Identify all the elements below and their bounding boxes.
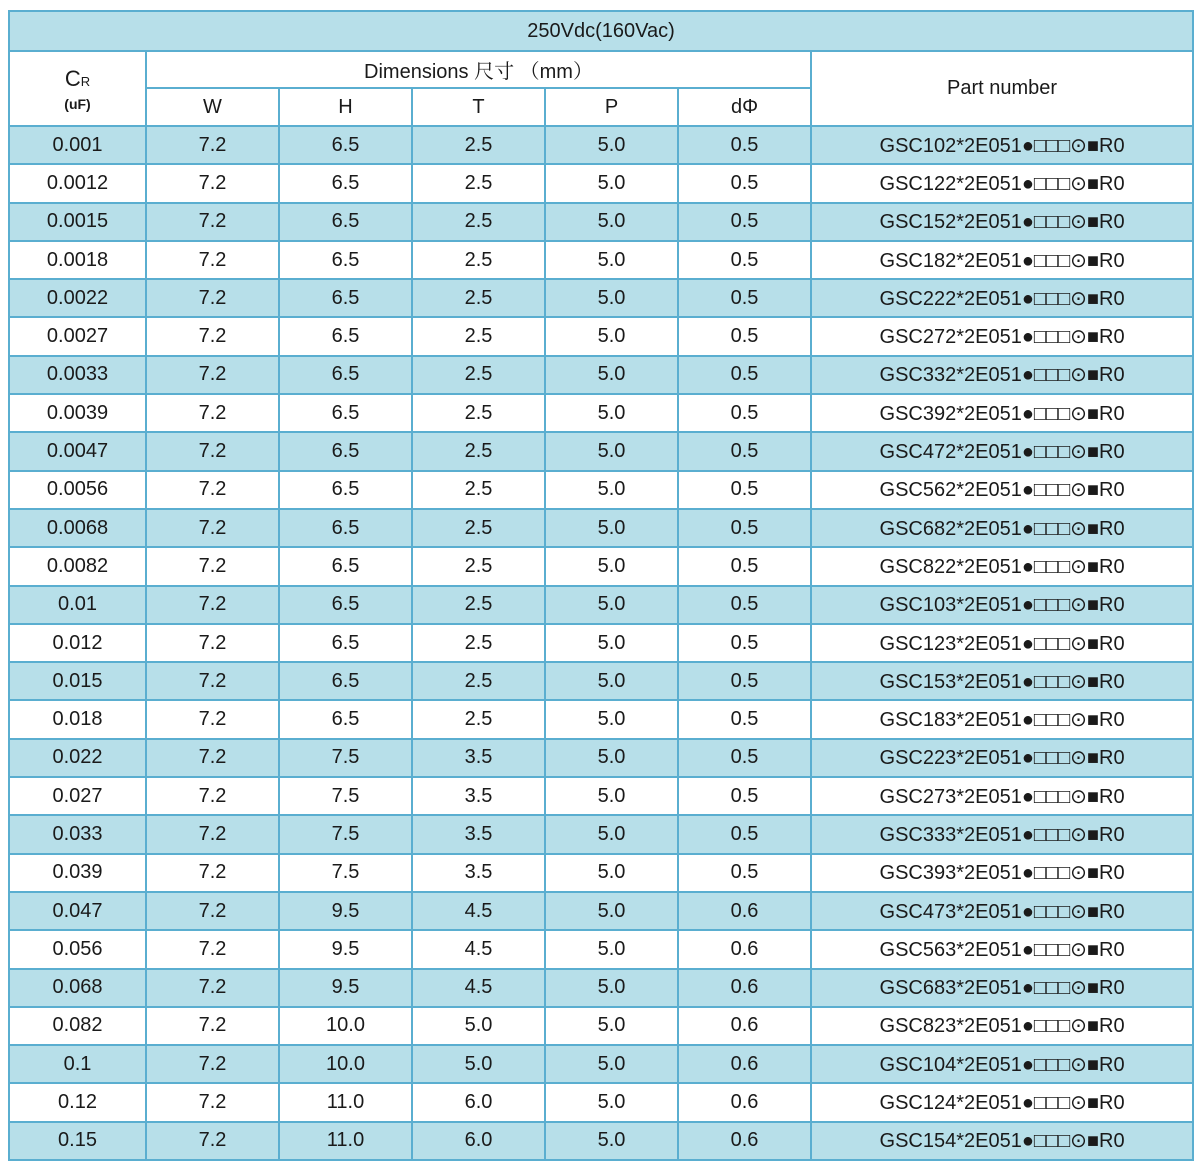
- p-cell: 5.0: [545, 241, 678, 279]
- w-cell: 7.2: [146, 547, 279, 585]
- part-number-cell: GSC102*2E051●□□□⊙■R0: [811, 126, 1193, 164]
- t-cell: 4.5: [412, 930, 545, 968]
- h-cell: 9.5: [279, 969, 412, 1007]
- cr-cell: 0.012: [9, 624, 146, 662]
- dimensions-header: Dimensions 尺寸 （mm）: [146, 51, 811, 88]
- part-number-cell: GSC103*2E051●□□□⊙■R0: [811, 586, 1193, 624]
- p-cell: 5.0: [545, 586, 678, 624]
- w-cell: 7.2: [146, 1007, 279, 1045]
- h-header: H: [279, 88, 412, 126]
- cr-cell: 0.047: [9, 892, 146, 930]
- d-cell: 0.5: [678, 317, 811, 355]
- part-number-cell: GSC122*2E051●□□□⊙■R0: [811, 164, 1193, 202]
- d-cell: 0.5: [678, 241, 811, 279]
- table-row: [9, 930, 1193, 968]
- d-cell: 0.6: [678, 969, 811, 1007]
- cr-cell: 0.015: [9, 662, 146, 700]
- w-cell: 7.2: [146, 1083, 279, 1121]
- table-row: [9, 471, 1193, 509]
- t-cell: 2.5: [412, 317, 545, 355]
- part-number-cell: GSC222*2E051●□□□⊙■R0: [811, 279, 1193, 317]
- p-cell: 5.0: [545, 509, 678, 547]
- h-cell: 6.5: [279, 126, 412, 164]
- part-number-cell: GSC273*2E051●□□□⊙■R0: [811, 777, 1193, 815]
- capacitor-spec-table: [8, 10, 1194, 1161]
- t-cell: 4.5: [412, 892, 545, 930]
- d-cell: 0.6: [678, 892, 811, 930]
- h-cell: 9.5: [279, 892, 412, 930]
- table-body: [9, 126, 1193, 1160]
- p-cell: 5.0: [545, 1045, 678, 1083]
- p-cell: 5.0: [545, 471, 678, 509]
- t-cell: 2.5: [412, 547, 545, 585]
- d-cell: 0.5: [678, 586, 811, 624]
- d-cell: 0.5: [678, 471, 811, 509]
- part-number-cell: GSC183*2E051●□□□⊙■R0: [811, 700, 1193, 738]
- cr-cell: 0.0082: [9, 547, 146, 585]
- h-cell: 6.5: [279, 586, 412, 624]
- t-cell: 3.5: [412, 815, 545, 853]
- t-cell: 2.5: [412, 126, 545, 164]
- table-row: [9, 241, 1193, 279]
- p-cell: 5.0: [545, 815, 678, 853]
- h-cell: 11.0: [279, 1122, 412, 1160]
- w-cell: 7.2: [146, 471, 279, 509]
- w-cell: 7.2: [146, 700, 279, 738]
- table-row: [9, 126, 1193, 164]
- d-cell: 0.6: [678, 1122, 811, 1160]
- d-cell: 0.5: [678, 164, 811, 202]
- part-number-cell: GSC473*2E051●□□□⊙■R0: [811, 892, 1193, 930]
- table-row: [9, 1122, 1193, 1160]
- table-row: [9, 892, 1193, 930]
- t-cell: 2.5: [412, 432, 545, 470]
- d-cell: 0.5: [678, 662, 811, 700]
- part-number-cell: GSC154*2E051●□□□⊙■R0: [811, 1122, 1193, 1160]
- part-number-cell: GSC393*2E051●□□□⊙■R0: [811, 854, 1193, 892]
- table-row: [9, 1083, 1193, 1121]
- table-row: [9, 854, 1193, 892]
- part-number-header: Part number: [811, 51, 1193, 126]
- table-row: [9, 317, 1193, 355]
- d-cell: 0.5: [678, 432, 811, 470]
- table-row: [9, 700, 1193, 738]
- table-title: 250Vdc(160Vac): [9, 11, 1193, 51]
- table-row: [9, 356, 1193, 394]
- h-cell: 6.5: [279, 547, 412, 585]
- p-cell: 5.0: [545, 1007, 678, 1045]
- table-row: [9, 394, 1193, 432]
- table-row: [9, 969, 1193, 1007]
- h-cell: 6.5: [279, 662, 412, 700]
- d-cell: 0.6: [678, 1045, 811, 1083]
- cr-cell: 0.0012: [9, 164, 146, 202]
- part-number-cell: GSC333*2E051●□□□⊙■R0: [811, 815, 1193, 853]
- part-number-cell: GSC332*2E051●□□□⊙■R0: [811, 356, 1193, 394]
- table-row: [9, 203, 1193, 241]
- cr-cell: 0.0068: [9, 509, 146, 547]
- cr-cell: 0.022: [9, 739, 146, 777]
- t-cell: 2.5: [412, 279, 545, 317]
- cr-cell: 0.0022: [9, 279, 146, 317]
- d-cell: 0.5: [678, 547, 811, 585]
- t-cell: 2.5: [412, 662, 545, 700]
- d-cell: 0.5: [678, 624, 811, 662]
- h-cell: 11.0: [279, 1083, 412, 1121]
- w-cell: 7.2: [146, 509, 279, 547]
- h-cell: 6.5: [279, 317, 412, 355]
- table-row: [9, 1045, 1193, 1083]
- w-cell: 7.2: [146, 586, 279, 624]
- d-cell: 0.5: [678, 203, 811, 241]
- part-number-cell: GSC153*2E051●□□□⊙■R0: [811, 662, 1193, 700]
- cr-cell: 0.0047: [9, 432, 146, 470]
- part-number-cell: GSC392*2E051●□□□⊙■R0: [811, 394, 1193, 432]
- d-cell: 0.6: [678, 930, 811, 968]
- table-row: [9, 547, 1193, 585]
- p-cell: 5.0: [545, 394, 678, 432]
- h-cell: 6.5: [279, 279, 412, 317]
- cr-cell: 0.0015: [9, 203, 146, 241]
- t-cell: 5.0: [412, 1007, 545, 1045]
- p-cell: 5.0: [545, 1083, 678, 1121]
- h-cell: 6.5: [279, 394, 412, 432]
- p-cell: 5.0: [545, 624, 678, 662]
- t-cell: 6.0: [412, 1083, 545, 1121]
- p-cell: 5.0: [545, 777, 678, 815]
- w-cell: 7.2: [146, 777, 279, 815]
- part-number-cell: GSC822*2E051●□□□⊙■R0: [811, 547, 1193, 585]
- h-cell: 6.5: [279, 509, 412, 547]
- cr-cell: 0.0033: [9, 356, 146, 394]
- w-header: W: [146, 88, 279, 126]
- d-cell: 0.5: [678, 279, 811, 317]
- cr-cell: 0.1: [9, 1045, 146, 1083]
- part-number-cell: GSC562*2E051●□□□⊙■R0: [811, 471, 1193, 509]
- h-cell: 6.5: [279, 624, 412, 662]
- t-cell: 3.5: [412, 739, 545, 777]
- p-cell: 5.0: [545, 356, 678, 394]
- t-cell: 2.5: [412, 586, 545, 624]
- table-row: [9, 586, 1193, 624]
- table-row: [9, 739, 1193, 777]
- d-cell: 0.5: [678, 356, 811, 394]
- cr-cell: 0.018: [9, 700, 146, 738]
- table-row: [9, 624, 1193, 662]
- d-cell: 0.5: [678, 394, 811, 432]
- part-number-cell: GSC683*2E051●□□□⊙■R0: [811, 969, 1193, 1007]
- t-cell: 2.5: [412, 509, 545, 547]
- w-cell: 7.2: [146, 432, 279, 470]
- t-header: T: [412, 88, 545, 126]
- p-cell: 5.0: [545, 739, 678, 777]
- w-cell: 7.2: [146, 624, 279, 662]
- d-header: dΦ: [678, 88, 811, 126]
- t-cell: 2.5: [412, 624, 545, 662]
- part-number-cell: GSC272*2E051●□□□⊙■R0: [811, 317, 1193, 355]
- table-row: [9, 815, 1193, 853]
- cr-cell: 0.039: [9, 854, 146, 892]
- table-row: [9, 777, 1193, 815]
- h-cell: 6.5: [279, 241, 412, 279]
- p-cell: 5.0: [545, 203, 678, 241]
- h-cell: 10.0: [279, 1007, 412, 1045]
- cr-cell: 0.12: [9, 1083, 146, 1121]
- table-row: [9, 279, 1193, 317]
- w-cell: 7.2: [146, 969, 279, 1007]
- w-cell: 7.2: [146, 164, 279, 202]
- cr-cell: 0.027: [9, 777, 146, 815]
- part-number-cell: GSC182*2E051●□□□⊙■R0: [811, 241, 1193, 279]
- table-row: [9, 164, 1193, 202]
- part-number-cell: GSC223*2E051●□□□⊙■R0: [811, 739, 1193, 777]
- table-row: [9, 432, 1193, 470]
- w-cell: 7.2: [146, 662, 279, 700]
- t-cell: 2.5: [412, 394, 545, 432]
- t-cell: 3.5: [412, 854, 545, 892]
- t-cell: 2.5: [412, 164, 545, 202]
- w-cell: 7.2: [146, 317, 279, 355]
- p-cell: 5.0: [545, 1122, 678, 1160]
- p-cell: 5.0: [545, 317, 678, 355]
- d-cell: 0.6: [678, 1083, 811, 1121]
- cr-cell: 0.056: [9, 930, 146, 968]
- p-cell: 5.0: [545, 930, 678, 968]
- w-cell: 7.2: [146, 739, 279, 777]
- cr-header-unit: (uF): [64, 95, 91, 112]
- cr-header-main: C: [64, 65, 81, 91]
- w-cell: 7.2: [146, 394, 279, 432]
- p-cell: 5.0: [545, 279, 678, 317]
- h-cell: 7.5: [279, 854, 412, 892]
- t-cell: 4.5: [412, 969, 545, 1007]
- w-cell: 7.2: [146, 930, 279, 968]
- h-cell: 6.5: [279, 700, 412, 738]
- w-cell: 7.2: [146, 203, 279, 241]
- cr-cell: 0.0039: [9, 394, 146, 432]
- w-cell: 7.2: [146, 126, 279, 164]
- w-cell: 7.2: [146, 279, 279, 317]
- t-cell: 2.5: [412, 356, 545, 394]
- d-cell: 0.5: [678, 777, 811, 815]
- p-cell: 5.0: [545, 164, 678, 202]
- p-cell: 5.0: [545, 700, 678, 738]
- cr-cell: 0.0018: [9, 241, 146, 279]
- part-number-cell: GSC152*2E051●□□□⊙■R0: [811, 203, 1193, 241]
- cr-header-sub: R: [80, 73, 91, 89]
- h-cell: 6.5: [279, 356, 412, 394]
- t-cell: 2.5: [412, 241, 545, 279]
- part-number-cell: GSC682*2E051●□□□⊙■R0: [811, 509, 1193, 547]
- h-cell: 6.5: [279, 432, 412, 470]
- p-cell: 5.0: [545, 432, 678, 470]
- w-cell: 7.2: [146, 1045, 279, 1083]
- p-cell: 5.0: [545, 547, 678, 585]
- cr-cell: 0.0027: [9, 317, 146, 355]
- d-cell: 0.6: [678, 1007, 811, 1045]
- h-cell: 7.5: [279, 739, 412, 777]
- cr-cell: 0.033: [9, 815, 146, 853]
- d-cell: 0.5: [678, 815, 811, 853]
- t-cell: 2.5: [412, 700, 545, 738]
- h-cell: 6.5: [279, 471, 412, 509]
- cr-cell: 0.01: [9, 586, 146, 624]
- w-cell: 7.2: [146, 356, 279, 394]
- table-row: [9, 509, 1193, 547]
- t-cell: 2.5: [412, 471, 545, 509]
- part-number-cell: GSC563*2E051●□□□⊙■R0: [811, 930, 1193, 968]
- w-cell: 7.2: [146, 815, 279, 853]
- cr-header: [9, 51, 146, 126]
- d-cell: 0.5: [678, 509, 811, 547]
- p-cell: 5.0: [545, 969, 678, 1007]
- part-number-cell: GSC823*2E051●□□□⊙■R0: [811, 1007, 1193, 1045]
- h-cell: 7.5: [279, 815, 412, 853]
- p-cell: 5.0: [545, 126, 678, 164]
- table-row: [9, 1007, 1193, 1045]
- cr-cell: 0.001: [9, 126, 146, 164]
- p-cell: 5.0: [545, 892, 678, 930]
- part-number-cell: GSC104*2E051●□□□⊙■R0: [811, 1045, 1193, 1083]
- t-cell: 2.5: [412, 203, 545, 241]
- h-cell: 10.0: [279, 1045, 412, 1083]
- h-cell: 7.5: [279, 777, 412, 815]
- h-cell: 9.5: [279, 930, 412, 968]
- t-cell: 6.0: [412, 1122, 545, 1160]
- d-cell: 0.5: [678, 700, 811, 738]
- w-cell: 7.2: [146, 1122, 279, 1160]
- part-number-cell: GSC124*2E051●□□□⊙■R0: [811, 1083, 1193, 1121]
- cr-cell: 0.15: [9, 1122, 146, 1160]
- d-cell: 0.5: [678, 739, 811, 777]
- t-cell: 3.5: [412, 777, 545, 815]
- cr-cell: 0.068: [9, 969, 146, 1007]
- p-header: P: [545, 88, 678, 126]
- t-cell: 5.0: [412, 1045, 545, 1083]
- p-cell: 5.0: [545, 854, 678, 892]
- w-cell: 7.2: [146, 892, 279, 930]
- table-row: [9, 662, 1193, 700]
- cr-cell: 0.082: [9, 1007, 146, 1045]
- d-cell: 0.5: [678, 854, 811, 892]
- p-cell: 5.0: [545, 662, 678, 700]
- cr-cell: 0.0056: [9, 471, 146, 509]
- d-cell: 0.5: [678, 126, 811, 164]
- part-number-cell: GSC123*2E051●□□□⊙■R0: [811, 624, 1193, 662]
- w-cell: 7.2: [146, 241, 279, 279]
- w-cell: 7.2: [146, 854, 279, 892]
- h-cell: 6.5: [279, 164, 412, 202]
- h-cell: 6.5: [279, 203, 412, 241]
- part-number-cell: GSC472*2E051●□□□⊙■R0: [811, 432, 1193, 470]
